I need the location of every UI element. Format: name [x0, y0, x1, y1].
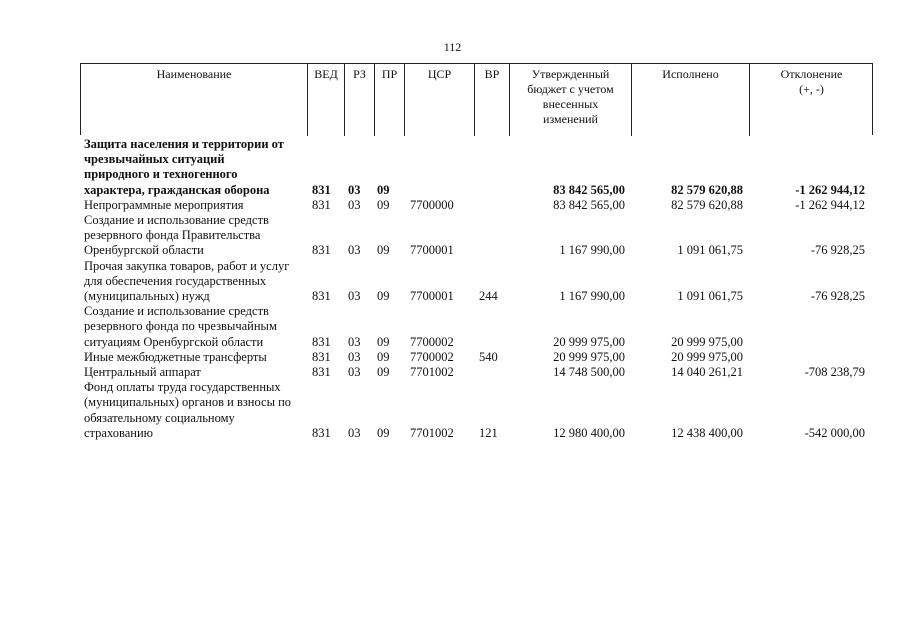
row-ved: 831: [312, 289, 331, 304]
row-csr: 7700001: [410, 243, 454, 258]
header-csr: ЦСР: [404, 64, 474, 136]
header-rz: РЗ: [344, 64, 374, 136]
row-csr: 7700002: [410, 349, 454, 364]
row-executed: 20 999 975,00: [671, 349, 743, 364]
row-ved: 831: [312, 425, 331, 440]
row-ved: 831: [312, 197, 331, 212]
table-row: [80, 350, 873, 365]
header-budget: Утвержденный бюджет с учетом внесенных изменений: [509, 64, 631, 136]
row-ved: 831: [312, 334, 331, 349]
row-pr: 09: [377, 425, 390, 440]
row-pr: 09: [377, 243, 390, 258]
row-name: Фонд оплаты труда государственных (муниципальных) органов и взносы по обязательному социальному страхованию: [84, 380, 292, 440]
table-body: [80, 137, 873, 441]
row-budget: 1 167 990,00: [559, 289, 625, 304]
page-number: 112: [443, 40, 462, 54]
row-rz: 03: [348, 334, 361, 349]
row-rz: 03: [348, 349, 361, 364]
row-name: Создание и использование средств резервного фонда Правительства Оренбургской области: [84, 213, 269, 258]
row-csr: 7700000: [410, 197, 454, 212]
row-budget: 83 842 565,00: [553, 182, 625, 197]
table-row: [80, 137, 873, 198]
row-name: Прочая закупка товаров, работ и услуг для обеспечения государственных (муниципальных) нужд: [84, 258, 290, 304]
row-executed: 82 579 620,88: [671, 182, 743, 197]
row-name: Иные межбюджетные трансферты: [84, 349, 267, 364]
row-budget: 1 167 990,00: [559, 243, 625, 258]
row-executed: 20 999 975,00: [671, 334, 743, 349]
row-executed: 82 579 620,88: [671, 197, 743, 212]
row-budget: 83 842 565,00: [553, 197, 625, 212]
row-rz: 03: [348, 425, 361, 440]
row-budget: 14 748 500,00: [553, 365, 625, 380]
row-budget: 12 980 400,00: [553, 425, 625, 440]
row-name: Защита населения и территории от чрезвычайных ситуаций природного и техногенного характера, гражданская оборона: [84, 137, 284, 197]
header-executed: Исполнено: [631, 64, 749, 136]
row-deviation: -1 262 944,12: [795, 197, 865, 212]
row-pr: 09: [377, 289, 390, 304]
row-ved: 831: [312, 182, 331, 197]
row-rz: 03: [348, 243, 361, 258]
table-row: [80, 380, 873, 441]
row-deviation: -708 238,79: [804, 365, 865, 380]
row-deviation: -76 928,25: [810, 243, 865, 258]
row-executed: 1 091 061,75: [677, 243, 743, 258]
row-deviation: -76 928,25: [810, 289, 865, 304]
row-deviation: -542 000,00: [804, 425, 865, 440]
row-rz: 03: [348, 182, 361, 197]
row-vr: 244: [479, 289, 498, 304]
row-pr: 09: [377, 334, 390, 349]
row-vr: 121: [479, 425, 498, 440]
table-row: [80, 259, 873, 305]
row-ved: 831: [312, 365, 331, 380]
table-row: [80, 213, 873, 259]
row-csr: 7700001: [410, 289, 454, 304]
row-pr: 09: [377, 182, 390, 197]
table-header: [80, 63, 873, 135]
row-rz: 03: [348, 289, 361, 304]
row-pr: 09: [377, 349, 390, 364]
row-executed: 14 040 261,21: [671, 365, 743, 380]
header-name: Наименование: [156, 67, 232, 81]
header-deviation: Отклонение (+, -): [749, 64, 873, 136]
row-pr: 09: [377, 365, 390, 380]
row-name: Создание и использование средств резервного фонда по чрезвычайным ситуациям Оренбургской области: [84, 304, 277, 349]
row-csr: 7701002: [410, 425, 454, 440]
row-executed: 1 091 061,75: [677, 289, 743, 304]
row-csr: 7700002: [410, 334, 454, 349]
header-pr: ПР: [374, 64, 404, 136]
header-ved: ВЕД: [307, 64, 344, 136]
row-executed: 12 438 400,00: [671, 425, 743, 440]
row-budget: 20 999 975,00: [553, 334, 625, 349]
row-ved: 831: [312, 243, 331, 258]
row-ved: 831: [312, 349, 331, 364]
table-row: [80, 365, 873, 380]
row-csr: 7701002: [410, 365, 454, 380]
row-pr: 09: [377, 197, 390, 212]
row-deviation: -1 262 944,12: [795, 182, 865, 197]
row-vr: 540: [479, 349, 498, 364]
row-name: Центральный аппарат: [84, 365, 201, 380]
row-rz: 03: [348, 197, 361, 212]
header-vr: ВР: [474, 64, 509, 136]
row-name: Непрограммные мероприятия: [84, 197, 244, 212]
table-row: [80, 304, 873, 350]
row-rz: 03: [348, 365, 361, 380]
row-budget: 20 999 975,00: [553, 349, 625, 364]
table-row: [80, 198, 873, 213]
